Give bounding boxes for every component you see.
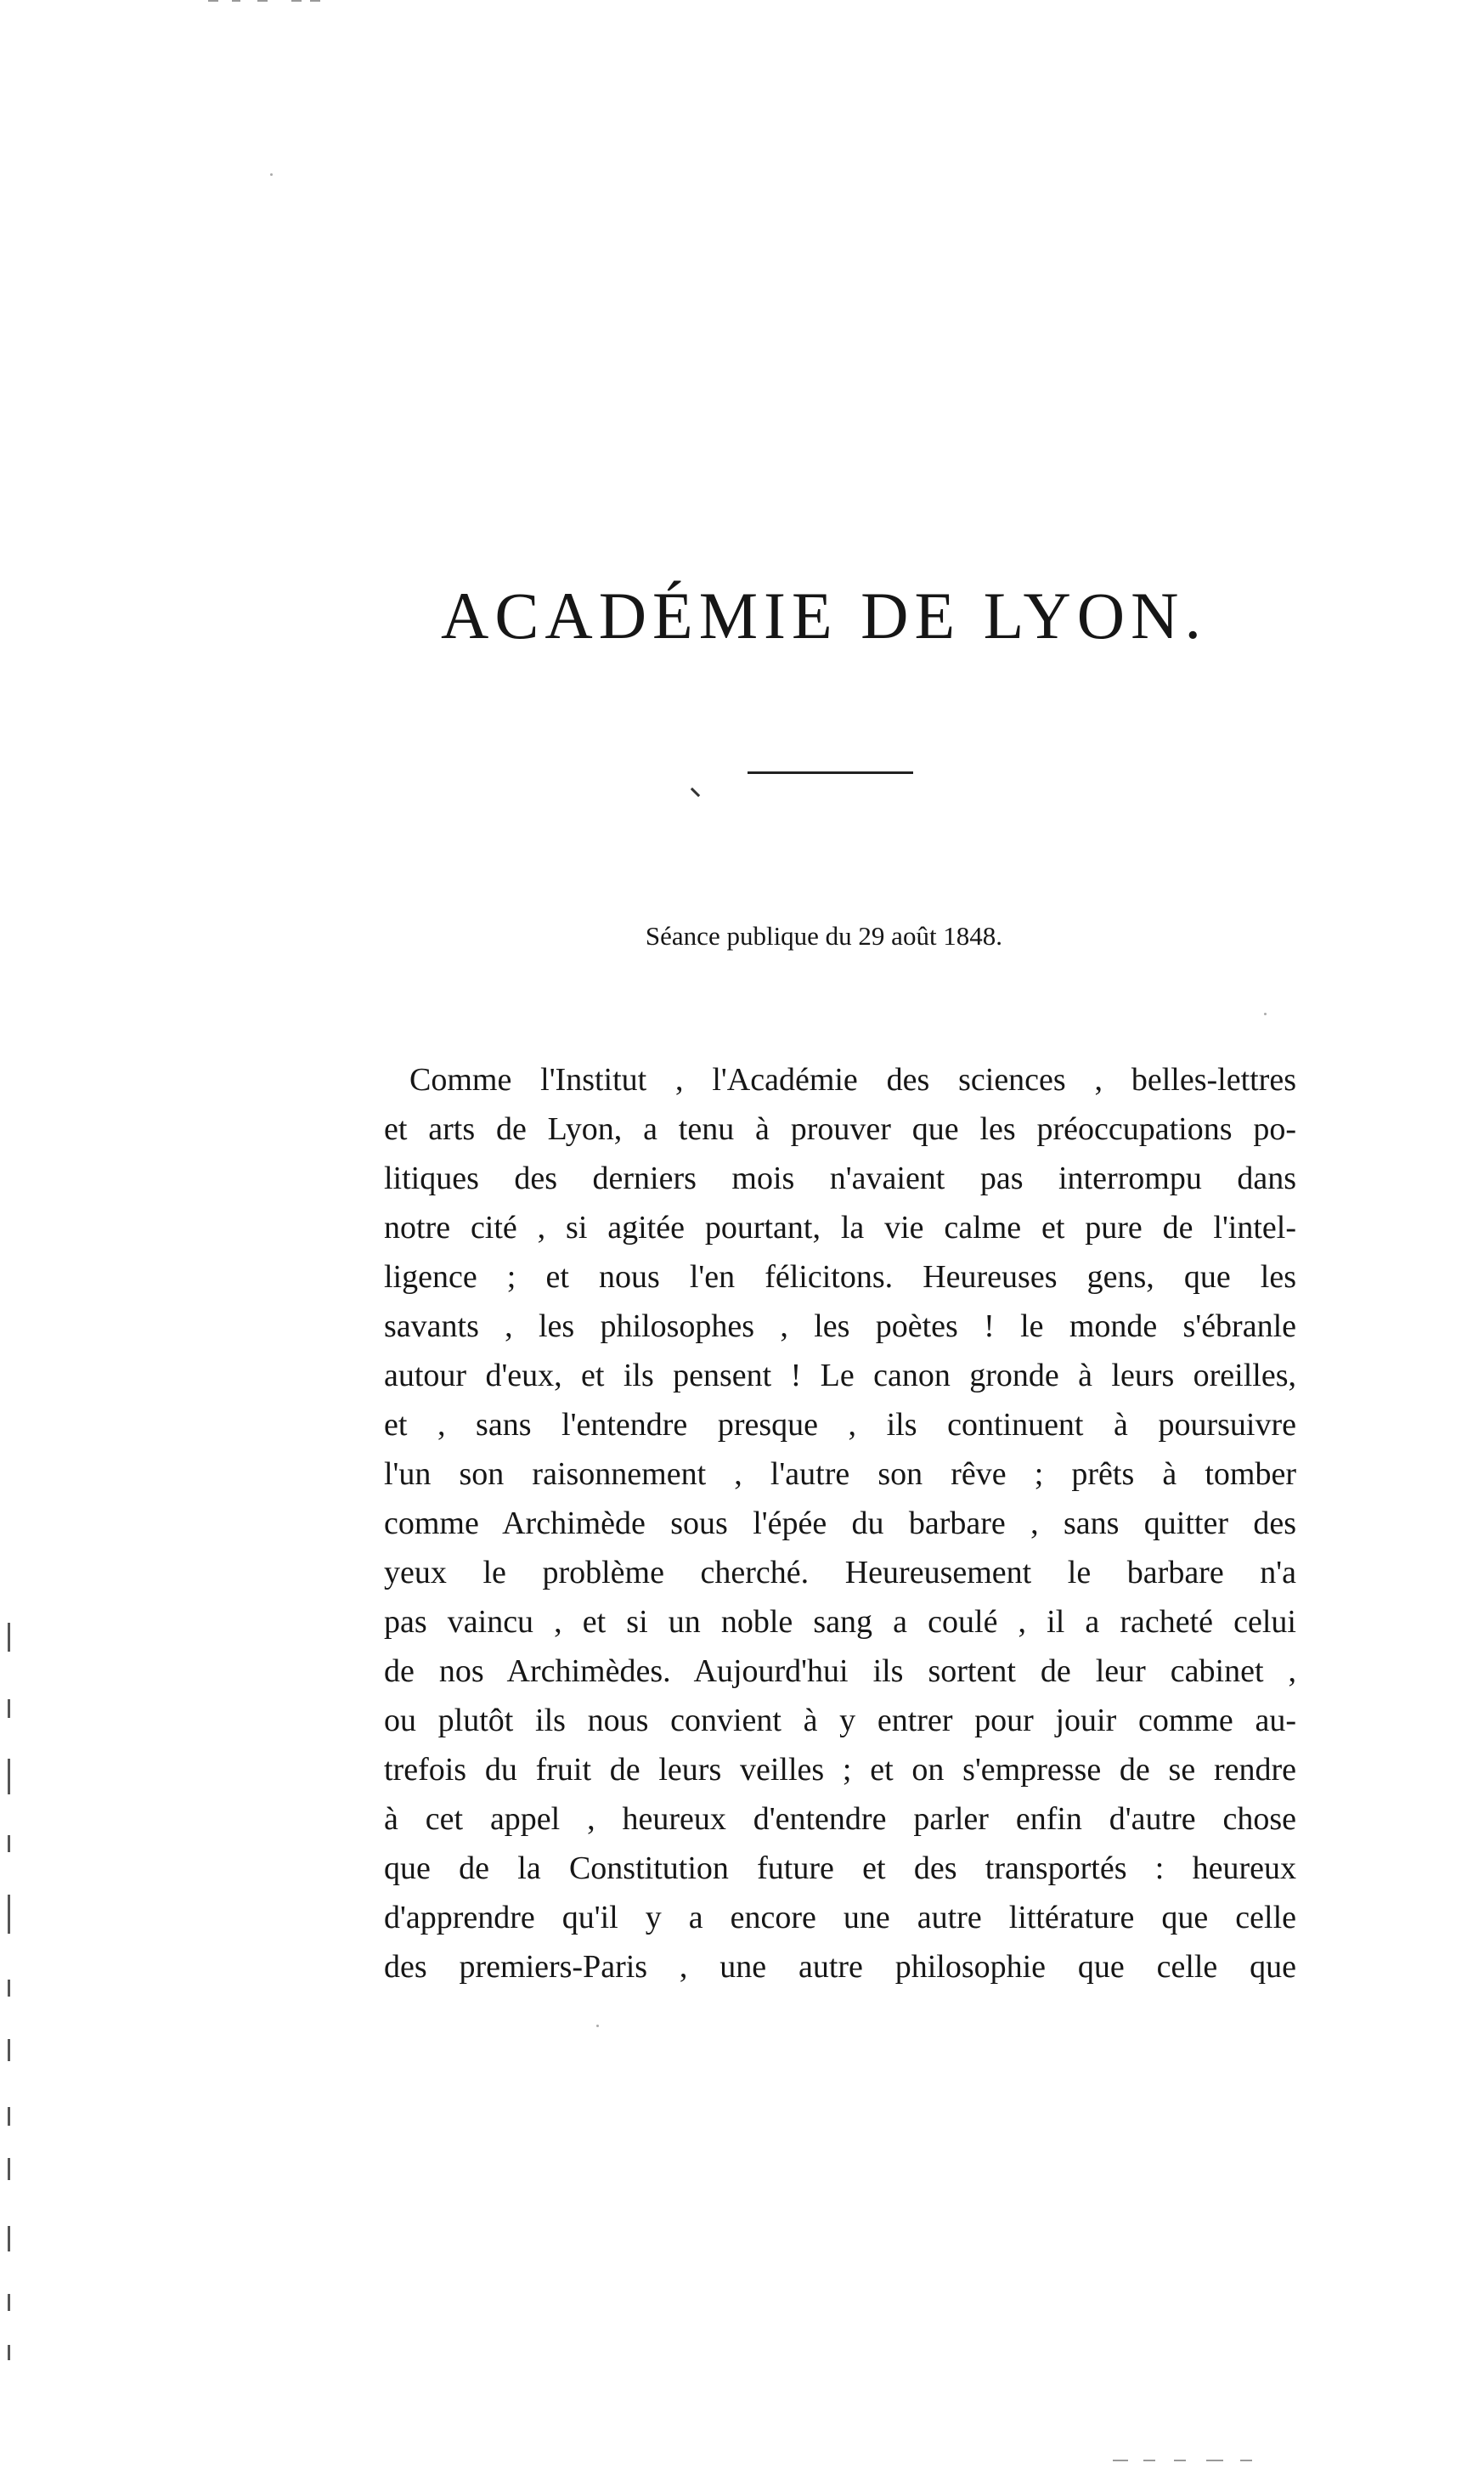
stray-mark xyxy=(691,788,700,797)
body-paragraph xyxy=(384,1055,1296,1991)
text-line: et , sans l'entendre presque , ils continuent à poursuivre xyxy=(384,1407,1296,1443)
paper-speck xyxy=(1264,1013,1267,1015)
text-line: savants , les philosophes , les poètes ! le monde s'ébranle xyxy=(384,1308,1296,1344)
text-line: et arts de Lyon, a tenu à prouver que les préoccupations po- xyxy=(384,1111,1296,1147)
text-line: l'un son raisonnement , l'autre son rêve ; prêts à tomber xyxy=(384,1456,1296,1492)
text-line: litiques des derniers mois n'avaient pas interrompu dans xyxy=(384,1161,1296,1196)
text-line: à cet appel , heureux d'entendre parler enfin d'autre chose xyxy=(384,1801,1296,1837)
text-line: des premiers-Paris , une autre philosophie que celle que xyxy=(384,1949,1296,1985)
text-line: trefois du fruit de leurs veilles ; et on s'empresse de se rendre xyxy=(384,1752,1296,1788)
title-divider xyxy=(748,771,913,774)
text-line: yeux le problème cherché. Heureusement le barbare n'a xyxy=(384,1555,1296,1590)
text-line: notre cité , si agitée pourtant, la vie calme et pure de l'intel- xyxy=(384,1210,1296,1246)
text-line: autour d'eux, et ils pensent ! Le canon gronde à leurs oreilles, xyxy=(384,1358,1296,1393)
left-margin-marks xyxy=(8,1614,11,2379)
session-subtitle: Séance publique du 29 août 1848. xyxy=(645,921,1003,951)
text-line: Comme l'Institut , l'Académie des sciences , belles-lettres xyxy=(409,1062,1296,1098)
page-title: ACADÉMIE DE LYON. xyxy=(441,579,1207,652)
text-line: que de la Constitution future et des transportés : heureux xyxy=(384,1850,1296,1886)
text-line: d'apprendre qu'il y a encore une autre littérature que celle xyxy=(384,1900,1296,1935)
text-line: ligence ; et nous l'en félicitons. Heureuses gens, que les xyxy=(384,1259,1296,1295)
text-line: pas vaincu , et si un noble sang a coulé , il a racheté celui xyxy=(384,1604,1296,1640)
text-line: de nos Archimèdes. Aujourd'hui ils sortent de leur cabinet , xyxy=(384,1653,1296,1689)
text-line: comme Archimède sous l'épée du barbare , sans quitter des xyxy=(384,1506,1296,1541)
paper-speck xyxy=(596,2025,599,2027)
text-line: ou plutôt ils nous convient à y entrer pour jouir comme au- xyxy=(384,1703,1296,1738)
paper-speck xyxy=(270,173,273,176)
